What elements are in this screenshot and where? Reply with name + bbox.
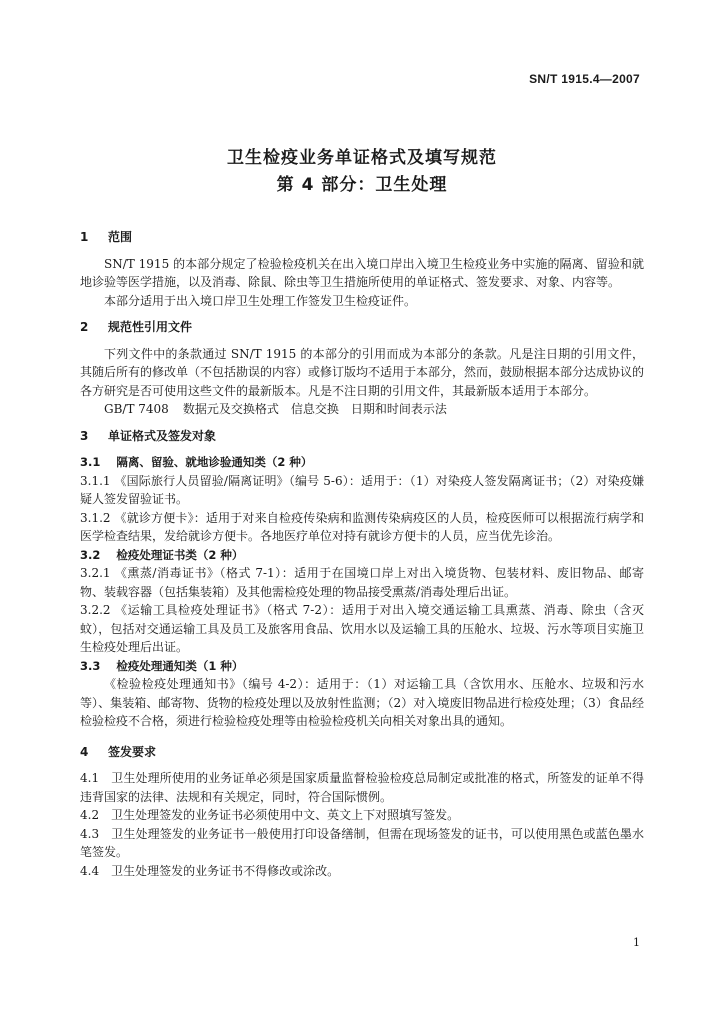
section-1-heading bbox=[80, 228, 644, 247]
section-4-heading bbox=[80, 743, 644, 762]
clause-4-3: 4.3 卫生处理签发的业务证书一般使用打印设备缮制，但需在现场签发的证书，可以使用黑色或蓝色墨水笔签发。 bbox=[80, 826, 644, 859]
standard-code: SN/T 1915.4—2007 bbox=[529, 72, 640, 86]
subsection-number: 3.1 bbox=[80, 455, 101, 469]
clause-4-1: 4.1 卫生处理所使用的业务证单必须是国家质量监督检验检疫总局制定或批准的格式，所签发的证单不得违背国家的法律、法规和有关规定，同时，符合国际惯例。 bbox=[80, 771, 644, 804]
section-3-heading bbox=[80, 427, 644, 446]
subsection-3-2-heading bbox=[80, 546, 644, 565]
section-number: 2 bbox=[80, 320, 89, 334]
subsection-3-3-heading bbox=[80, 657, 644, 676]
paragraph: 下列文件中的条款通过 SN/T 1915 的本部分的引用而成为本部分的条款。凡是注日期的引用文件，其随后所有的修改单（不包括勘误的内容）或修订版均不适用于本部分，然而，鼓励根据本部分达成协议的各方研究是否可使用这些文件的最新版本。凡是不注日期的引用文件，其最新版本适用于本部分。 bbox=[80, 346, 645, 398]
clause-3-2-2: 3.2.2 《运输工具检疫处理证书》（格式 7-2）：适用于对出入境交通运输工具熏蒸、消毒、除虫（含灭蚊），包括对交通运输工具及员工及旅客用食品、饮用水以及运输工具的压舱水、垃圾、污水等项目实施卫生检疫处理后出证。 bbox=[80, 603, 644, 654]
section-number: 1 bbox=[80, 230, 89, 244]
section-title: 单证格式及签发对象 bbox=[108, 428, 217, 443]
clause-4-4: 4.4 卫生处理签发的业务证书不得修改或涂改。 bbox=[80, 863, 340, 878]
subsection-title: 检疫处理通知类（1 种） bbox=[116, 658, 244, 673]
section-title: 规范性引用文件 bbox=[108, 320, 193, 334]
page-number: 1 bbox=[633, 936, 640, 949]
subsection-number: 3.3 bbox=[80, 658, 101, 673]
clause-4-2: 4.2 卫生处理签发的业务证书必须使用中文、英文上下对照填写签发。 bbox=[80, 808, 460, 822]
clause-3-1-2: 3.1.2 《就诊方便卡》：适用于对来自检疫传染病和监测传染病疫区的人员，检疫医师可以根据流行病学和医学检查结果，发给就诊方便卡。各地医疗单位对持有就诊方便卡的人员，应当优先诊治。 bbox=[80, 510, 644, 543]
reference-title: 数据元及交换格式 信息交换 日期和时间表示法 bbox=[182, 402, 447, 416]
paragraph: SN/T 1915 的本部分规定了检验检疫机关在出入境口岸出入境卫生检疫业务中实施的隔离、留验和就地诊验等医学措施，以及消毒、除鼠、除虫等卫生措施所使用的单证格式、签发要求、对象、内容等。 bbox=[80, 256, 644, 289]
document-body bbox=[80, 228, 644, 880]
subsection-3-1-heading bbox=[80, 453, 644, 472]
subsection-number: 3.2 bbox=[80, 547, 101, 562]
section-title: 签发要求 bbox=[108, 744, 157, 759]
section-number: 3 bbox=[80, 428, 89, 443]
subsection-title: 隔离、留验、就地诊验通知类（2 种） bbox=[116, 455, 313, 469]
section-number: 4 bbox=[80, 744, 89, 759]
section-title: 范围 bbox=[108, 230, 133, 244]
section-2-heading bbox=[80, 318, 644, 337]
subsection-title: 检疫处理证书类（2 种） bbox=[116, 547, 244, 562]
clause-3-1-1: 3.1.1 《国际旅行人员留验/隔离证明》（编号 5-6）：适用于：（1）对染疫人签发隔离证书；（2）对染疫嫌疑人签发留验证书。 bbox=[80, 473, 644, 506]
clause-3-3-body: 《检验检疫处理通知书》（编号 4-2）：适用于：（1）对运输工具（含饮用水、压舱水、垃圾和污水等）、集装箱、邮寄物、货物的检疫处理以及放射性监测；（2）对入境废旧物品进行检疫处理；（3）食品经检验检疫不合格，须进行检验检疫处理等由检验检疫机关向相关对象出具的通知。 bbox=[80, 677, 644, 728]
normative-reference bbox=[80, 400, 644, 419]
paragraph: 本部分适用于出入境口岸卫生处理工作签发卫生检疫证件。 bbox=[104, 293, 417, 308]
document-title: 卫生检疫业务单证格式及填写规范 bbox=[227, 148, 497, 168]
document-subtitle: 第 4 部分：卫生处理 bbox=[276, 175, 448, 195]
reference-code: GB/T 7408 bbox=[104, 402, 169, 416]
clause-3-2-1: 3.2.1 《熏蒸/消毒证书》（格式 7-1）：适用于在国境口岸上对出入境货物、包装材料、废旧物品、邮寄物、装载容器（包括集装箱）及其他需检疫处理的物品接受熏蒸/消毒处理后出证。 bbox=[80, 566, 644, 599]
